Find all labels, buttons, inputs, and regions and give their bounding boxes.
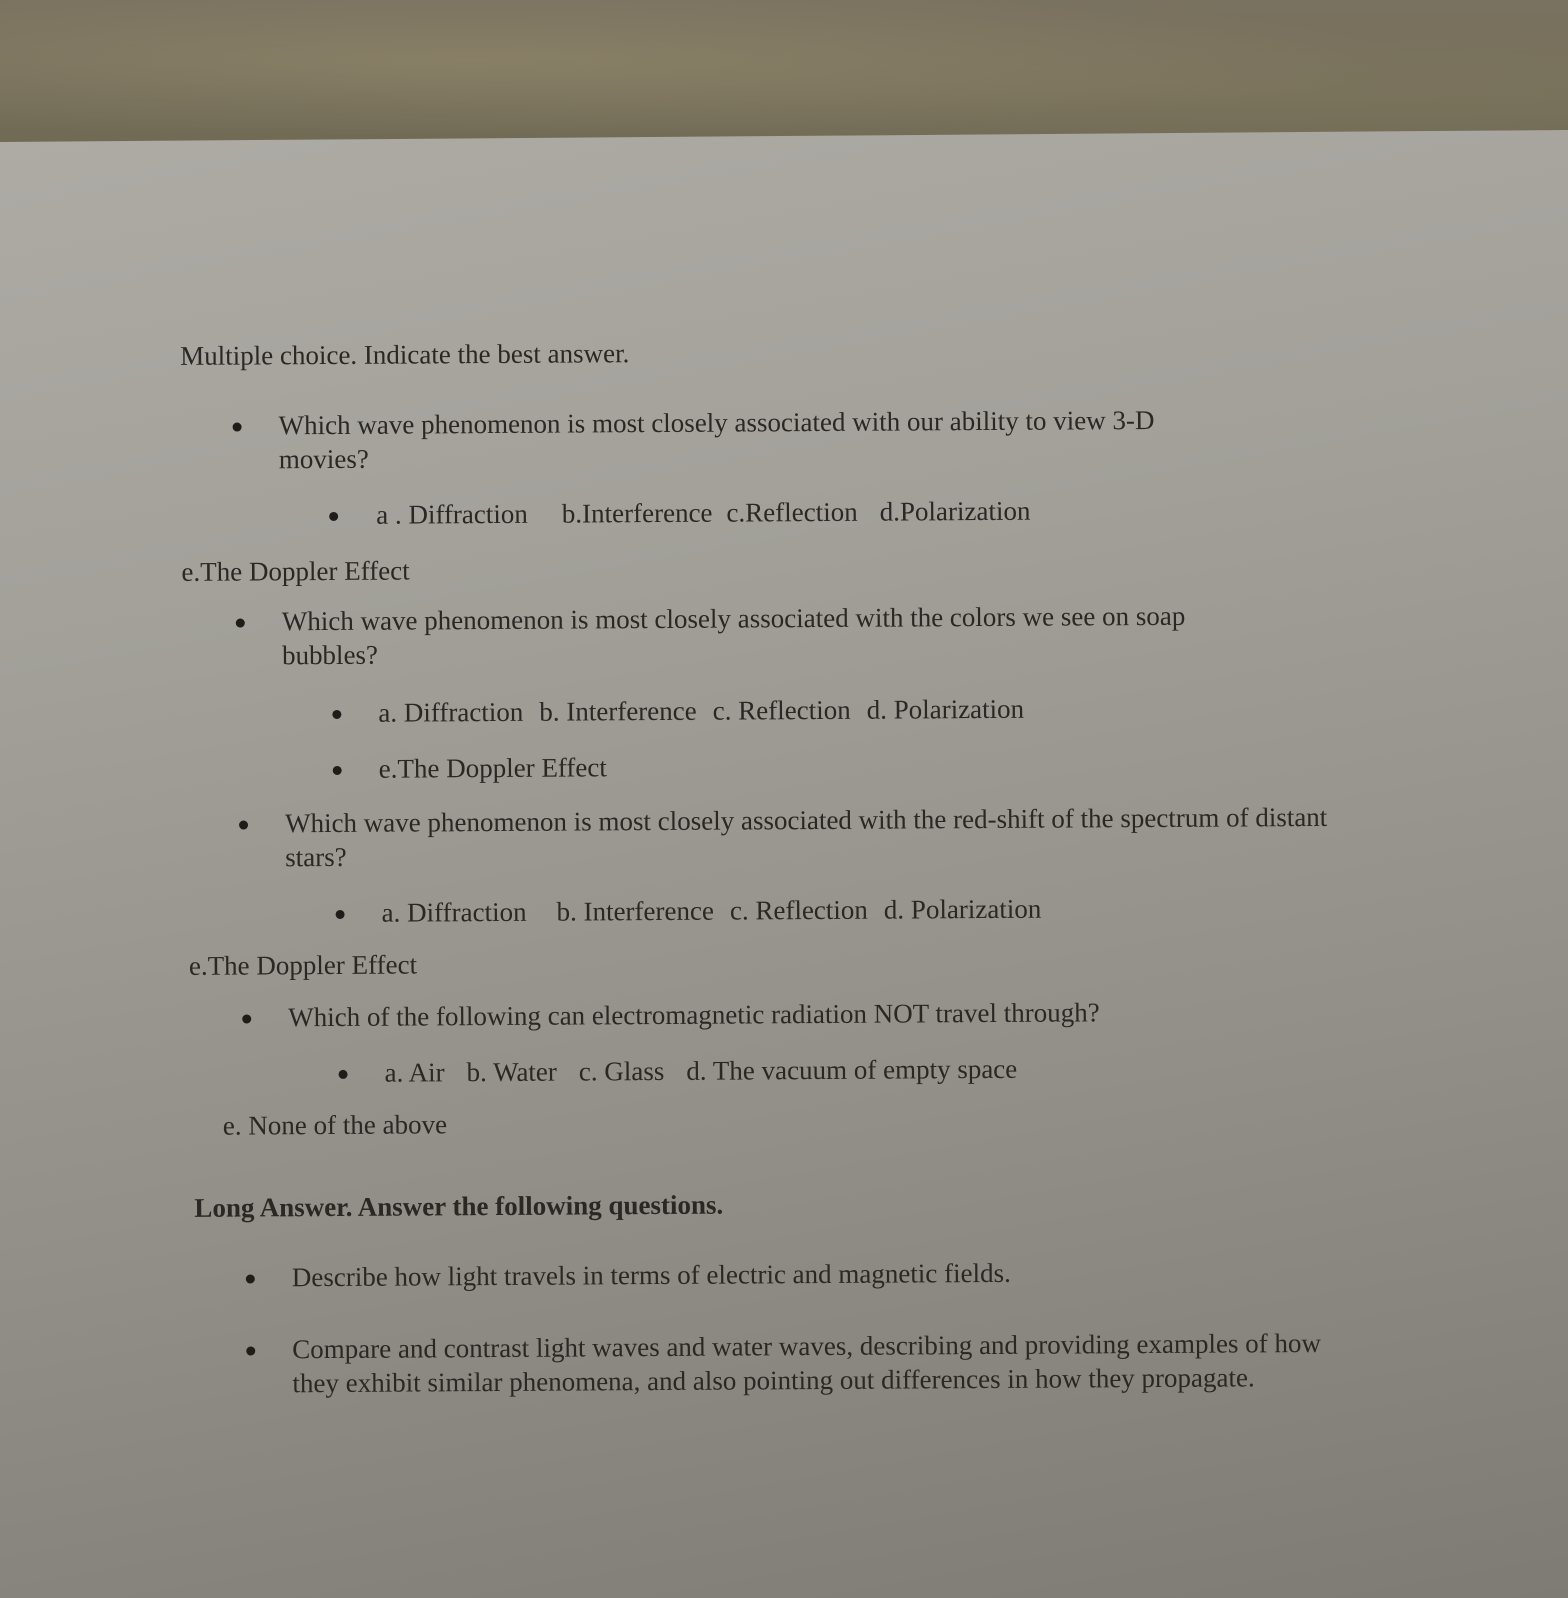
- la1-bullet: [246, 1274, 255, 1283]
- q1-option-c[interactable]: c.Reflection: [726, 496, 858, 528]
- q3-options: [381, 892, 1041, 930]
- q3-option-a[interactable]: a. Diffraction: [381, 896, 527, 928]
- q1-options: [376, 494, 1030, 532]
- q2-option-e[interactable]: e.The Doppler Effect: [378, 752, 607, 784]
- q2-options: [378, 692, 1024, 730]
- q4-options: [384, 1052, 1017, 1090]
- la2-text: Compare and contrast light waves and water waves, describing and providing examples of how they exhibit similar phenomena, and also pointing out differences in how they propagate.: [292, 1327, 1322, 1399]
- q4-options-bullet: [339, 1070, 348, 1079]
- q4-option-d[interactable]: d. The vacuum of empty space: [686, 1053, 1018, 1086]
- la-heading: Long Answer. Answer the following questions.: [194, 1189, 724, 1223]
- q1-option-e[interactable]: e.The Doppler Effect: [181, 555, 410, 587]
- q2-bullet: [236, 619, 245, 628]
- q3-options-bullet: [336, 910, 345, 919]
- q1-option-b[interactable]: b.Interference: [561, 497, 713, 529]
- q4-bullet: [242, 1014, 251, 1023]
- q3-option-d[interactable]: d. Polarization: [883, 893, 1042, 925]
- la2-bullet: [246, 1346, 255, 1355]
- q4-option-b[interactable]: b. Water: [466, 1056, 557, 1088]
- la1-text: Describe how light travels in terms of electric and magnetic fields.: [291, 1257, 1011, 1293]
- q4-option-e[interactable]: e. None of the above: [222, 1109, 448, 1141]
- q3-bullet: [239, 821, 248, 830]
- q2-options-bullet: [332, 710, 341, 719]
- q3-option-e[interactable]: e.The Doppler Effect: [188, 949, 418, 981]
- q2-option-a[interactable]: a. Diffraction: [378, 696, 524, 728]
- q3-option-c[interactable]: c. Reflection: [729, 894, 868, 926]
- q2-option-c[interactable]: c. Reflection: [712, 694, 851, 726]
- q3-option-b[interactable]: b. Interference: [556, 895, 715, 927]
- q3-text: Which wave phenomenon is most closely associated with the red-shift of the spectrum of distant stars?: [284, 801, 1328, 873]
- q1-option-d[interactable]: d.Polarization: [879, 495, 1031, 527]
- q1-text: Which wave phenomenon is most closely associated with our ability to view 3-D movies?: [278, 404, 1155, 475]
- q4-option-a[interactable]: a. Air: [384, 1057, 445, 1088]
- q4-text: Which of the following can electromagnetic radiation NOT travel through?: [288, 997, 1100, 1033]
- q1-bullet: [233, 423, 242, 432]
- q2-extra-bullet: [333, 766, 342, 775]
- q2-option-b[interactable]: b. Interference: [539, 695, 697, 727]
- q2-option-d[interactable]: d. Polarization: [866, 693, 1025, 725]
- q1-options-bullet: [329, 512, 338, 521]
- mc-heading: Multiple choice. Indicate the best answer.: [180, 338, 630, 371]
- q2-text: Which wave phenomenon is most closely associated with the colors we see on soap bubbles?: [281, 600, 1186, 671]
- q1-option-a[interactable]: a . Diffraction: [376, 498, 528, 530]
- q4-option-c[interactable]: c. Glass: [578, 1055, 665, 1087]
